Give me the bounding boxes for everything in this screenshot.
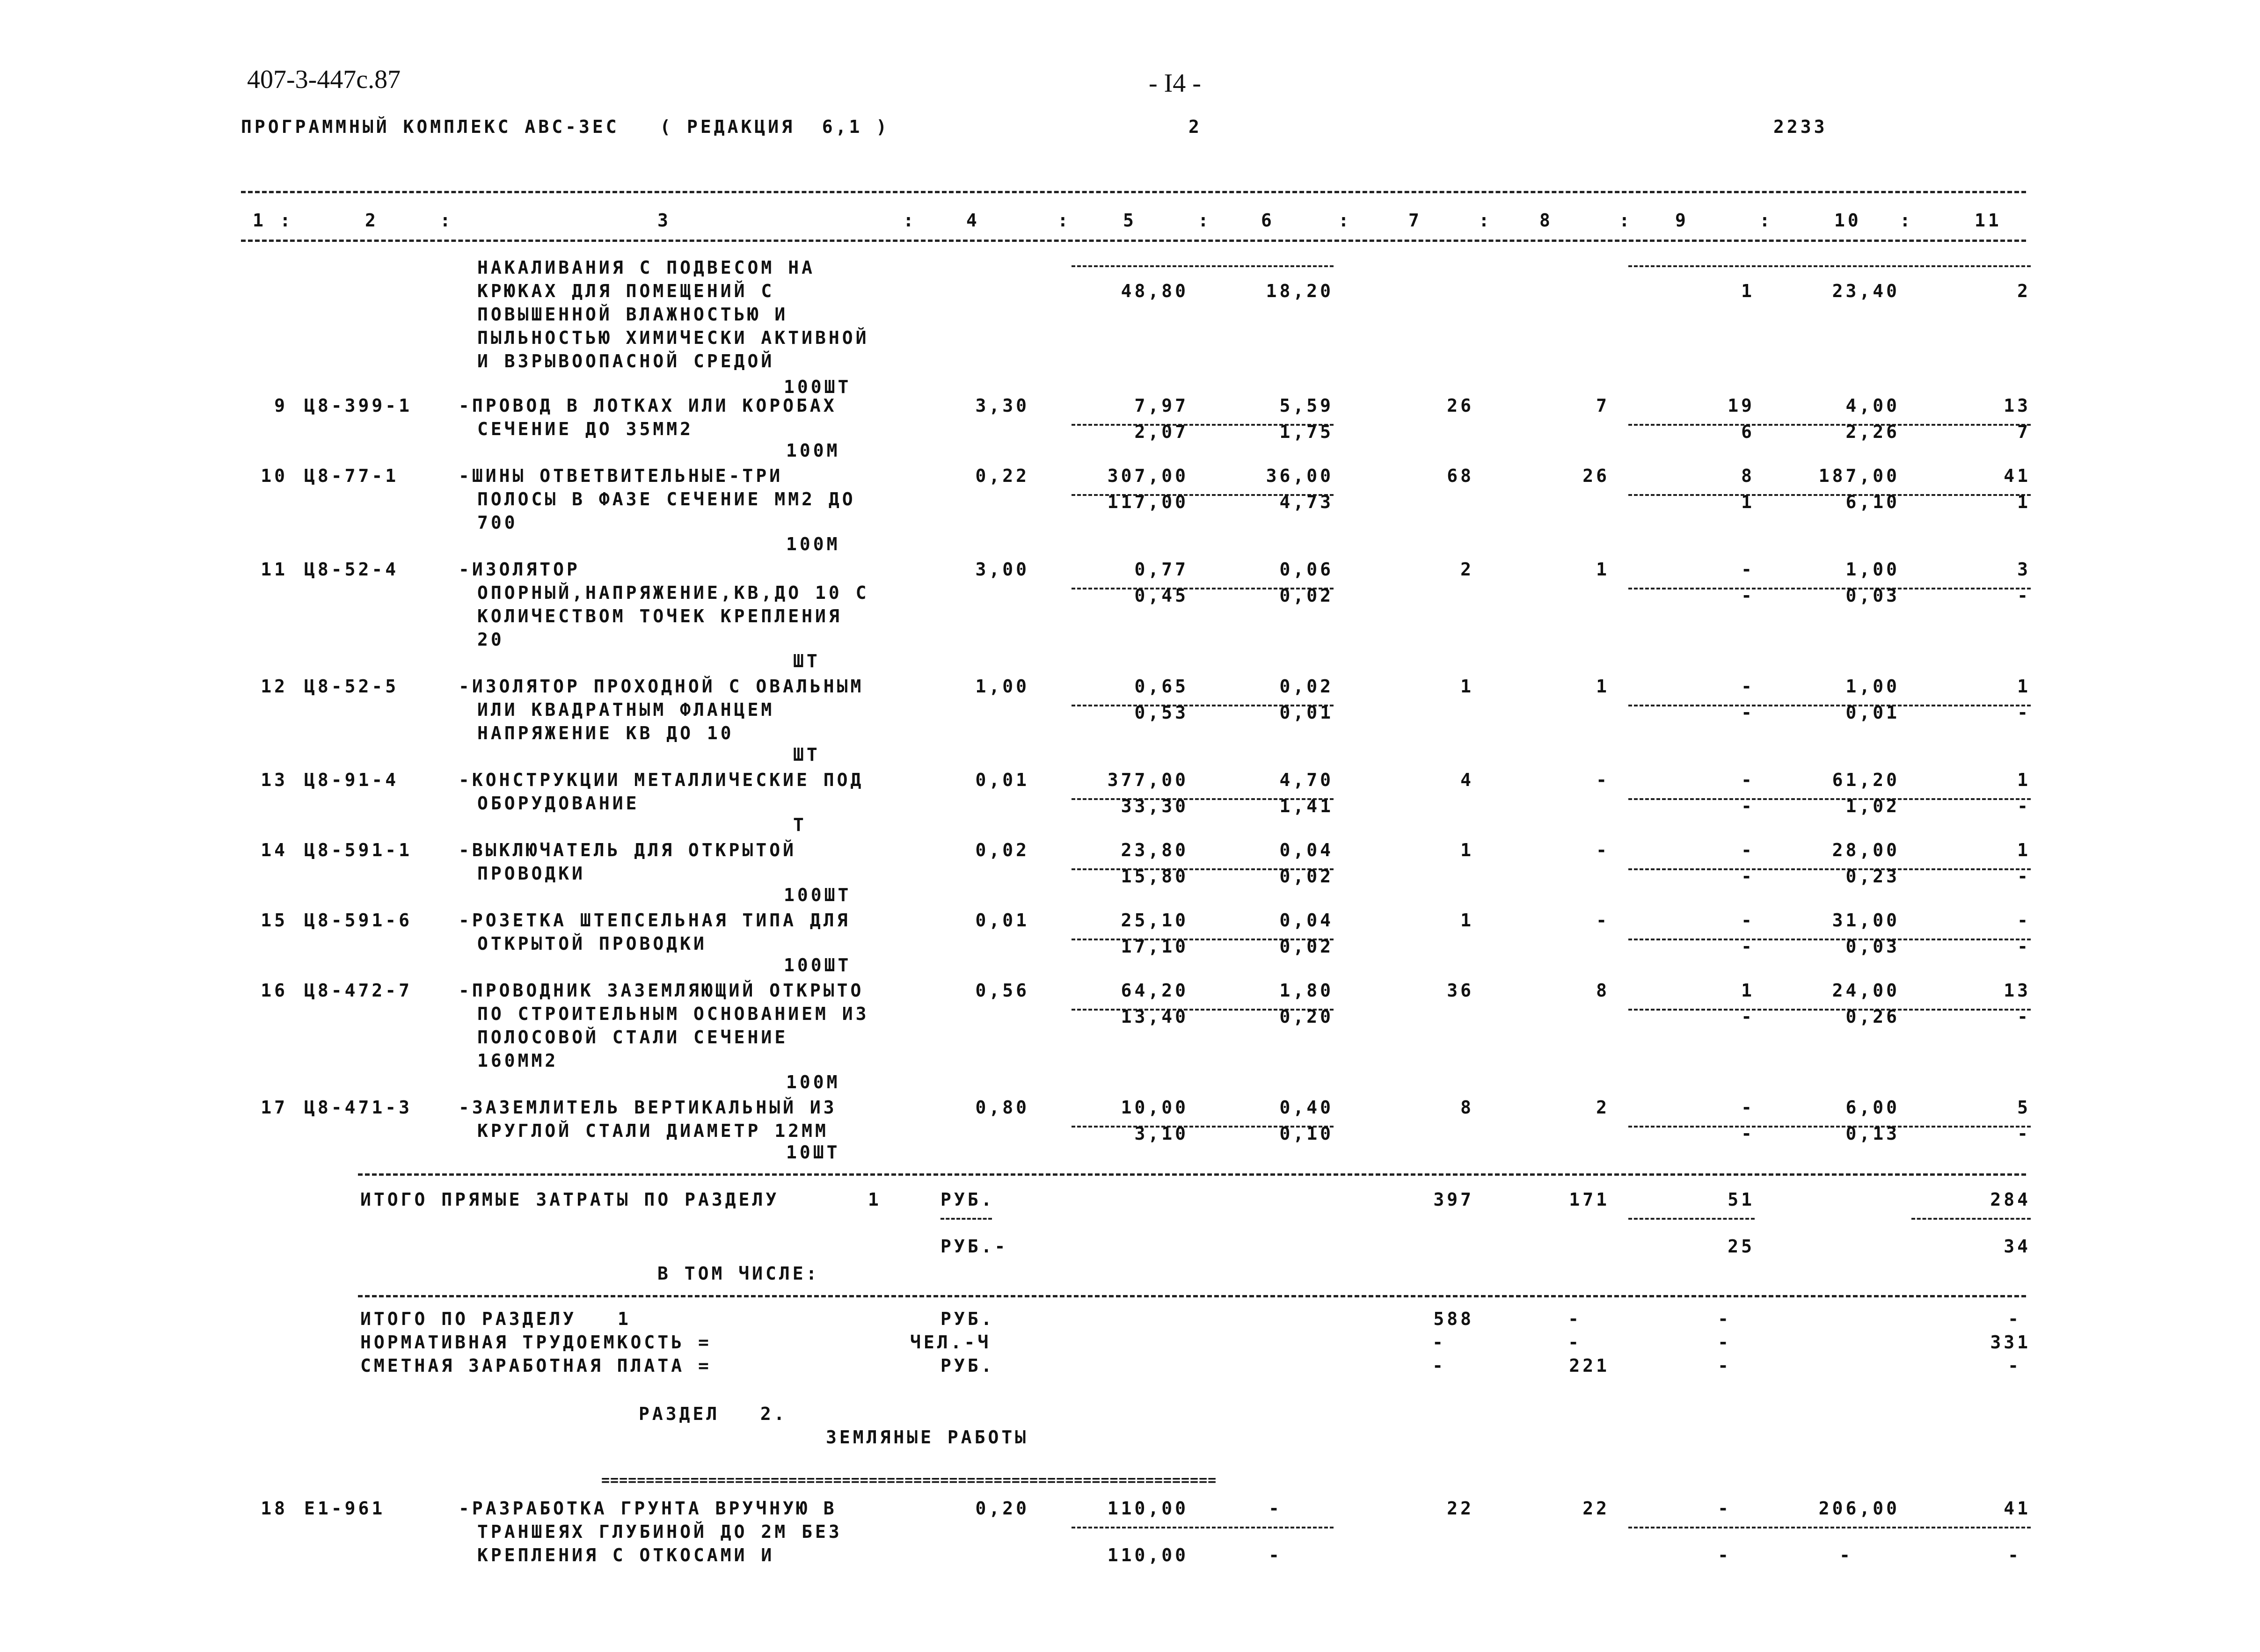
unit-label: ШТ — [793, 744, 820, 765]
cell-col10: 187,00 — [1818, 466, 1900, 486]
column-separator: : — [1198, 210, 1211, 231]
estimated-wage-col11: - — [2008, 1355, 2021, 1376]
section-total-col11: - — [2008, 1309, 2021, 1329]
section-2-double-rule: ===================================================================== — [601, 1474, 1217, 1488]
cell-col7: 26 — [1447, 395, 1474, 416]
cell-col5: 10,00 — [1121, 1097, 1188, 1118]
cell-col10-b: 1,02 — [1845, 796, 1900, 816]
cell-col9: - — [1741, 770, 1755, 790]
cell-col10: 28,00 — [1832, 840, 1900, 860]
cell-col5-b: 48,80 — [1121, 281, 1188, 301]
cell-col6: 0,04 — [1279, 910, 1334, 931]
column-separator: : — [1619, 210, 1633, 231]
cell-col9: 1 — [1741, 980, 1755, 1001]
cell-col4: 0,22 — [975, 466, 1029, 486]
section-total-col8: - — [1568, 1309, 1582, 1329]
unit-label: 100ШТ — [784, 377, 852, 397]
description-line: ИЛИ КВАДРАТНЫМ ФЛАНЦЕМ — [477, 699, 775, 720]
description-line: ПОЛОСОВОЙ СТАЛИ СЕЧЕНИЕ — [477, 1027, 788, 1048]
cell-col10: 24,00 — [1832, 980, 1900, 1001]
cell-col9-b: - — [1741, 796, 1755, 816]
description-line: И ВЗРЫВООПАСНОЙ СРЕДОЙ — [477, 351, 775, 371]
description-line: 700 — [477, 512, 518, 533]
column-header-11: 11 — [1975, 210, 2002, 231]
cell-col5-b: 15,80 — [1121, 866, 1188, 887]
cell-col5-b: 0,45 — [1134, 585, 1188, 606]
cell-col8: 7 — [1596, 395, 1610, 416]
cell-col9-b: - — [1741, 1123, 1755, 1144]
cell-col4: 1,00 — [975, 676, 1029, 697]
section-total-number: 1 — [618, 1309, 631, 1329]
cell-col10-b: 6,10 — [1845, 492, 1900, 512]
row-number: 9 — [274, 395, 288, 416]
row-number: 12 — [261, 676, 288, 697]
cell-col11-b: - — [2017, 1123, 2031, 1144]
cell-col7: 8 — [1460, 1097, 1474, 1118]
cell-col8: 2 — [1596, 1097, 1610, 1118]
rate-code: Ц8-399-1 — [304, 395, 413, 416]
description-line: -ШИНЫ ОТВЕТВИТЕЛЬНЫЕ-ТРИ — [459, 466, 783, 486]
cell-col6-b: 4,73 — [1279, 492, 1334, 512]
cell-col6-b: 0,20 — [1279, 1006, 1334, 1027]
description-line: -РОЗЕТКА ШТЕПСЕЛЬНАЯ ТИПА ДЛЯ — [459, 910, 851, 931]
cell-rule — [1628, 1527, 2031, 1528]
cell-rule — [1072, 1527, 1334, 1528]
column-separator: : — [1479, 210, 1492, 231]
cell-col5-b: 110,00 — [1107, 1545, 1188, 1565]
cell-col11: 41 — [2004, 1498, 2031, 1519]
cell-col9: - — [1741, 676, 1755, 697]
column-header-4: 4 — [966, 210, 980, 231]
cell-col9-b: - — [1718, 1545, 1731, 1565]
cell-col5: 64,20 — [1121, 980, 1188, 1001]
rate-code: Е1-961 — [304, 1498, 386, 1519]
cell-col10: 6,00 — [1845, 1097, 1900, 1118]
cell-col4: 0,02 — [975, 840, 1029, 860]
cell-col7: 68 — [1447, 466, 1474, 486]
cell-col5: 25,10 — [1121, 910, 1188, 931]
row-number: 11 — [261, 559, 288, 580]
cell-rule — [1628, 265, 2031, 267]
description-line: ПРОВОДКИ — [477, 863, 586, 884]
description-line: ТРАНШЕЯХ ГЛУБИНОЙ ДО 2М БЕЗ — [477, 1521, 842, 1542]
cell-col5-b: 13,40 — [1121, 1006, 1188, 1027]
section-total-col7: 588 — [1433, 1309, 1474, 1329]
description-line: -РАЗРАБОТКА ГРУНТА ВРУЧНУЮ В — [459, 1498, 837, 1519]
cell-col9: 19 — [1728, 395, 1755, 416]
cell-col9-b: 1 — [1741, 492, 1755, 512]
cell-col11: 5 — [2017, 1097, 2031, 1118]
cell-col7: 4 — [1460, 770, 1474, 790]
cell-col6-b: 0,10 — [1279, 1123, 1334, 1144]
cell-col10: 1,00 — [1845, 676, 1900, 697]
section-2-heading: РАЗДЕЛ 2. — [639, 1404, 787, 1424]
unit-label: 10ШТ — [786, 1142, 840, 1163]
cell-col6: - — [1269, 1498, 1282, 1519]
cell-col9: - — [1741, 559, 1755, 580]
totals-top-rule — [358, 1173, 2026, 1176]
column-header-1: 1 — [253, 210, 266, 231]
cell-col6: 0,04 — [1279, 840, 1334, 860]
unit-label: 100ШТ — [784, 955, 852, 975]
description-line: 20 — [477, 629, 504, 650]
unit-label: 100ШТ — [784, 885, 852, 905]
cell-col8: 8 — [1596, 980, 1610, 1001]
row-number: 15 — [261, 910, 288, 931]
cell-col11: 3 — [2017, 559, 2031, 580]
cell-col11: 41 — [2004, 466, 2031, 486]
section-total-col9: - — [1718, 1309, 1731, 1329]
cell-col7: 1 — [1460, 676, 1474, 697]
direct-costs-unit-2: РУБ.- — [940, 1236, 1008, 1257]
cell-col6: 36,00 — [1266, 466, 1334, 486]
labor-intensity-col7: - — [1432, 1332, 1446, 1353]
cell-col6-b: 1,41 — [1279, 796, 1334, 816]
cell-col10-b: 0,03 — [1845, 585, 1900, 606]
cell-col10: 4,00 — [1845, 395, 1900, 416]
row-number: 18 — [261, 1498, 288, 1519]
table-header-rule — [241, 240, 2026, 242]
cell-col8: - — [1596, 910, 1610, 931]
direct-costs-col9-b: 25 — [1728, 1236, 1755, 1257]
direct-costs-label: ИТОГО ПРЯМЫЕ ЗАТРАТЫ ПО РАЗДЕЛУ — [360, 1189, 780, 1210]
cell-col11: 13 — [2004, 980, 2031, 1001]
direct-costs-col11-b: 34 — [2004, 1236, 2031, 1257]
program-title: ПРОГРАММНЫЙ КОМПЛЕКС АВС-3ЕС ( РЕДАКЦИЯ 6,1 ) — [241, 116, 890, 137]
column-header-6: 6 — [1261, 210, 1275, 231]
cell-col8: - — [1596, 840, 1610, 860]
cell-col9: - — [1741, 840, 1755, 860]
rate-code: Ц8-591-6 — [304, 910, 413, 931]
cell-col9: - — [1718, 1498, 1731, 1519]
cell-col5: 23,80 — [1121, 840, 1188, 860]
cell-col11-b: - — [2008, 1545, 2021, 1565]
description-line: СЕЧЕНИЕ ДО 35ММ2 — [477, 419, 694, 439]
row-number: 16 — [261, 980, 288, 1001]
rate-code: Ц8-52-5 — [304, 676, 399, 697]
description-line: ПО СТРОИТЕЛЬНЫМ ОСНОВАНИЕМ ИЗ — [477, 1004, 869, 1024]
unit-label: 100М — [786, 440, 840, 461]
page-number-label: - I4 - — [1149, 69, 1201, 98]
cell-col6: 0,40 — [1279, 1097, 1334, 1118]
cell-col6-b: - — [1269, 1545, 1282, 1565]
cell-col4: 0,01 — [975, 910, 1029, 931]
column-separator: : — [280, 210, 293, 231]
cell-col6: 0,06 — [1279, 559, 1334, 580]
cell-col6: 0,02 — [1279, 676, 1334, 697]
description-line: КРЮКАХ ДЛЯ ПОМЕЩЕНИЙ С — [477, 281, 775, 301]
column-header-3: 3 — [657, 210, 671, 231]
section-totals-rule — [358, 1295, 2026, 1297]
column-header-7: 7 — [1408, 210, 1422, 231]
cell-col8: 1 — [1596, 559, 1610, 580]
cell-col4: 3,30 — [975, 395, 1029, 416]
cell-col6: 5,59 — [1279, 395, 1334, 416]
cell-col10: 206,00 — [1818, 1498, 1900, 1519]
description-line: -ПРОВОДНИК ЗАЗЕМЛЯЮЩИЙ ОТКРЫТО — [459, 980, 864, 1001]
cell-col11-b: 1 — [2017, 492, 2031, 512]
cell-col4: 0,80 — [975, 1097, 1029, 1118]
column-separator: : — [1057, 210, 1071, 231]
description-line: ОПОРНЫЙ,НАПРЯЖЕНИЕ,КВ,ДО 10 С — [477, 582, 869, 603]
cell-col6-b: 0,02 — [1279, 936, 1334, 957]
cell-rule — [1072, 265, 1334, 267]
cell-col11-b: - — [2017, 585, 2031, 606]
cell-col5: 0,77 — [1134, 559, 1188, 580]
rate-code: Ц8-52-4 — [304, 559, 399, 580]
cell-col7: 2 — [1460, 559, 1474, 580]
row-number: 14 — [261, 840, 288, 860]
cell-col11-b: 7 — [2017, 422, 2031, 442]
estimated-wage-label: СМЕТНАЯ ЗАРАБОТНАЯ ПЛАТА = — [360, 1355, 712, 1376]
unit-label: 100М — [786, 1072, 840, 1092]
column-header-5: 5 — [1123, 210, 1137, 231]
cell-col10: 1,00 — [1845, 559, 1900, 580]
description-line: ОБОРУДОВАНИЕ — [477, 793, 640, 814]
cell-col9-b: - — [1741, 936, 1755, 957]
cell-col9-b: 6 — [1741, 422, 1755, 442]
rate-code: Ц8-471-3 — [304, 1097, 413, 1118]
section-total-label: ИТОГО ПО РАЗДЕЛУ — [360, 1309, 577, 1329]
cell-col5-b: 117,00 — [1107, 492, 1188, 512]
cell-col6: 1,80 — [1279, 980, 1334, 1001]
cell-col9-b: - — [1741, 1006, 1755, 1027]
cell-col10: 61,20 — [1832, 770, 1900, 790]
row-number: 10 — [261, 466, 288, 486]
cell-col8: - — [1596, 770, 1610, 790]
cell-rule — [940, 1218, 992, 1220]
description-line: -ИЗОЛЯТОР — [459, 559, 580, 580]
cell-col6-b: 0,01 — [1279, 702, 1334, 723]
cell-col4: 0,20 — [975, 1498, 1029, 1519]
cell-col5-b: 2,07 — [1134, 422, 1188, 442]
cell-col11: - — [2017, 910, 2031, 931]
column-separator: : — [1338, 210, 1352, 231]
cell-col11-b: - — [2017, 866, 2031, 887]
cell-col11-b: - — [2017, 702, 2031, 723]
cell-col11-b: 2 — [2017, 281, 2031, 301]
column-header-8: 8 — [1539, 210, 1553, 231]
cell-col11-b: - — [2017, 796, 2031, 816]
column-header-2: 2 — [365, 210, 379, 231]
cell-col5-b: 17,10 — [1121, 936, 1188, 957]
labor-intensity-col8: - — [1568, 1332, 1582, 1353]
cell-col11: 1 — [2017, 840, 2031, 860]
cell-col5-b: 33,30 — [1121, 796, 1188, 816]
cell-col11-b: - — [2017, 936, 2031, 957]
estimated-wage-col7: - — [1432, 1355, 1446, 1376]
cell-col6-b: 1,75 — [1279, 422, 1334, 442]
estimated-wage-col9: - — [1718, 1355, 1731, 1376]
direct-costs-col9: 51 — [1728, 1189, 1755, 1210]
section-total-unit: РУБ. — [940, 1309, 995, 1329]
table-top-rule — [241, 191, 2026, 193]
cell-col10-b: 0,01 — [1845, 702, 1900, 723]
direct-costs-unit: РУБ. — [940, 1189, 995, 1210]
cell-col10: 31,00 — [1832, 910, 1900, 931]
row-number: 17 — [261, 1097, 288, 1118]
rate-code: Ц8-77-1 — [304, 466, 399, 486]
cell-col7: 36 — [1447, 980, 1474, 1001]
cell-col11-b: - — [2017, 1006, 2031, 1027]
description-line: -ВЫКЛЮЧАТЕЛЬ ДЛЯ ОТКРЫТОЙ — [459, 840, 796, 860]
cell-col9-b: - — [1741, 702, 1755, 723]
direct-costs-col8: 171 — [1569, 1189, 1610, 1210]
document-code: 407-3-447с.87 — [247, 65, 401, 94]
document-number: 2233 — [1773, 116, 1828, 137]
cell-col7: 1 — [1460, 840, 1474, 860]
including-label: В ТОМ ЧИСЛЕ: — [657, 1263, 820, 1284]
labor-intensity-col9: - — [1718, 1332, 1731, 1353]
direct-costs-col11: 284 — [1990, 1189, 2031, 1210]
cell-col10-b: 0,13 — [1845, 1123, 1900, 1144]
cell-col10-b: 2,26 — [1845, 422, 1900, 442]
cell-col5-b: 0,53 — [1134, 702, 1188, 723]
cell-col6-b: 0,02 — [1279, 866, 1334, 887]
estimated-wage-unit: РУБ. — [940, 1355, 995, 1376]
cell-rule — [1628, 1218, 1755, 1220]
column-header-9: 9 — [1675, 210, 1689, 231]
cell-col6-b: 0,02 — [1279, 585, 1334, 606]
estimated-wage-col8: 221 — [1569, 1355, 1610, 1376]
rate-code: Ц8-591-1 — [304, 840, 413, 860]
cell-col9-b: 1 — [1741, 281, 1755, 301]
row-number: 13 — [261, 770, 288, 790]
cell-col8: 1 — [1596, 676, 1610, 697]
column-header-10: 10 — [1834, 210, 1861, 231]
description-line: КРЕПЛЕНИЯ С ОТКОСАМИ И — [477, 1545, 775, 1565]
labor-intensity-col11: 331 — [1990, 1332, 2031, 1353]
description-line: ОТКРЫТОЙ ПРОВОДКИ — [477, 933, 707, 954]
cell-col10-b: - — [1839, 1545, 1853, 1565]
cell-col4: 3,00 — [975, 559, 1029, 580]
cell-rule — [1911, 1218, 2031, 1220]
labor-intensity-unit: ЧЕЛ.-Ч — [910, 1332, 991, 1353]
cell-col11: 13 — [2004, 395, 2031, 416]
description-line: ПОЛОСЫ В ФАЗЕ СЕЧЕНИЕ ММ2 ДО — [477, 489, 856, 509]
description-line: -ЗАЗЕМЛИТЕЛЬ ВЕРТИКАЛЬНЫЙ ИЗ — [459, 1097, 837, 1118]
cell-col5: 307,00 — [1107, 466, 1188, 486]
description-line: -КОНСТРУКЦИИ МЕТАЛЛИЧЕСКИЕ ПОД — [459, 770, 864, 790]
rate-code: Ц8-472-7 — [304, 980, 413, 1001]
unit-label: ШТ — [793, 651, 820, 671]
cell-col5: 7,97 — [1134, 395, 1188, 416]
column-separator: : — [440, 210, 453, 231]
cell-col4: 0,56 — [975, 980, 1029, 1001]
cell-col9: - — [1741, 910, 1755, 931]
description-line: -ИЗОЛЯТОР ПРОХОДНОЙ С ОВАЛЬНЫМ — [459, 676, 864, 697]
cell-col5: 0,65 — [1134, 676, 1188, 697]
cell-col7: 22 — [1447, 1498, 1474, 1519]
cell-col5: 110,00 — [1107, 1498, 1188, 1519]
description-line: -ПРОВОД В ЛОТКАХ ИЛИ КОРОБАХ — [459, 395, 837, 416]
cell-col11: 1 — [2017, 770, 2031, 790]
cell-col6: 4,70 — [1279, 770, 1334, 790]
section-2-title: ЗЕМЛЯНЫЕ РАБОТЫ — [826, 1427, 1029, 1448]
column-separator: : — [1900, 210, 1913, 231]
rate-code: Ц8-91-4 — [304, 770, 399, 790]
direct-costs-col7: 397 — [1433, 1189, 1474, 1210]
column-separator: : — [1759, 210, 1773, 231]
cell-col11: 1 — [2017, 676, 2031, 697]
cell-col10-b: 0,26 — [1845, 1006, 1900, 1027]
column-separator: : — [903, 210, 917, 231]
description-line: ПЫЛЬНОСТЬЮ ХИМИЧЕСКИ АКТИВНОЙ — [477, 327, 869, 348]
cell-col5: 377,00 — [1107, 770, 1188, 790]
cell-col4: 0,01 — [975, 770, 1029, 790]
cell-col8: 22 — [1582, 1498, 1610, 1519]
description-line: КОЛИЧЕСТВОМ ТОЧЕК КРЕПЛЕНИЯ — [477, 606, 842, 626]
unit-label: 100М — [786, 534, 840, 554]
cell-col9-b: - — [1741, 585, 1755, 606]
description-line: НАКАЛИВАНИЯ С ПОДВЕСОМ НА — [477, 257, 815, 278]
cell-col8: 26 — [1582, 466, 1610, 486]
cell-col9: 8 — [1741, 466, 1755, 486]
description-line: ПОВЫШЕННОЙ ВЛАЖНОСТЬЮ И — [477, 304, 788, 325]
cell-col9-b: - — [1741, 866, 1755, 887]
cell-col10-b: 23,40 — [1832, 281, 1900, 301]
description-line: КРУГЛОЙ СТАЛИ ДИАМЕТР 12ММ — [477, 1121, 829, 1141]
description-line: 160ММ2 — [477, 1050, 559, 1071]
direct-costs-section: 1 — [868, 1189, 882, 1210]
labor-intensity-label: НОРМАТИВНАЯ ТРУДОЕМКОСТЬ = — [360, 1332, 712, 1353]
cell-col7: 1 — [1460, 910, 1474, 931]
unit-label: Т — [793, 815, 807, 835]
cell-col9: - — [1741, 1097, 1755, 1118]
description-line: НАПРЯЖЕНИЕ КВ ДО 10 — [477, 723, 734, 743]
cell-col5-b: 3,10 — [1134, 1123, 1188, 1144]
cell-col6-b: 18,20 — [1266, 281, 1334, 301]
sheet-number: 2 — [1188, 116, 1202, 137]
cell-col10-b: 0,03 — [1845, 936, 1900, 957]
cell-col10-b: 0,23 — [1845, 866, 1900, 887]
